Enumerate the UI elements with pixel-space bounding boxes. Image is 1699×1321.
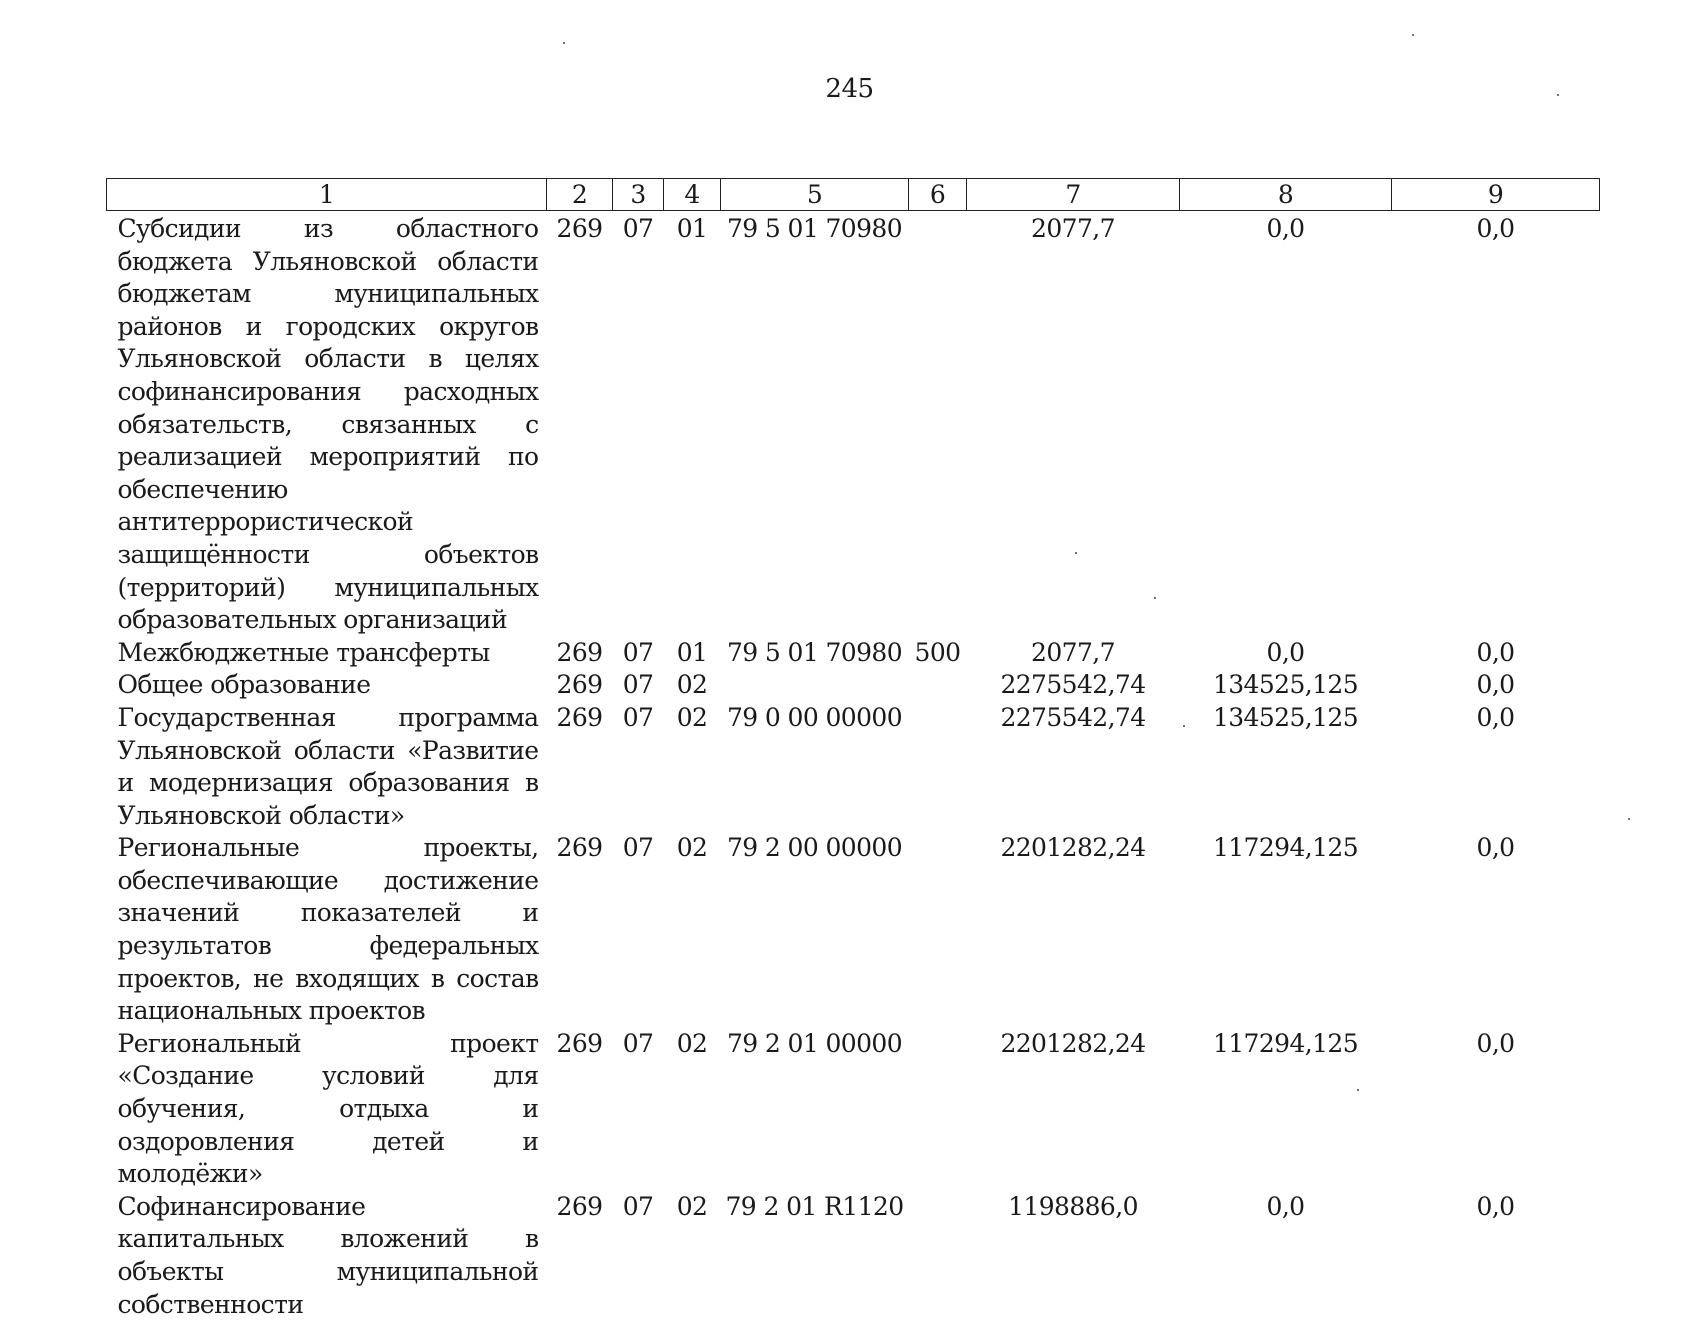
table-row <box>107 1191 1600 1321</box>
table-row <box>107 211 1600 637</box>
row-name: Региональные проекты, обеспечивающие достижение значений показателей и результатов федеральных проектов, не входящих в состав национальных проектов <box>107 832 547 1028</box>
cell-amount-year2: 0,0 <box>1180 211 1392 637</box>
cell-amount-year3: 0,0 <box>1392 1191 1600 1321</box>
cell-amount-year3: 0,0 <box>1392 211 1600 637</box>
table-row <box>107 832 1600 1028</box>
column-header-1: 1 <box>107 179 547 211</box>
budget-table <box>106 178 1600 1321</box>
cell-ministry: 269 <box>547 832 613 1028</box>
column-header-9: 9 <box>1392 179 1600 211</box>
cell-section: 07 <box>613 637 664 670</box>
page-number: 245 <box>0 74 1699 104</box>
cell-ministry: 269 <box>547 1028 613 1191</box>
cell-subsection: 02 <box>664 1028 721 1191</box>
column-header-8: 8 <box>1180 179 1392 211</box>
cell-amount-year2: 117294,125 <box>1180 832 1392 1028</box>
row-name: Региональный проект «Создание условий для обучения, отдыха и оздоровления детей и молодёжи» <box>107 1028 547 1191</box>
cell-section: 07 <box>613 669 664 702</box>
cell-amount-year3: 0,0 <box>1392 702 1600 832</box>
cell-ministry: 269 <box>547 669 613 702</box>
column-header-6: 6 <box>909 179 967 211</box>
table-row <box>107 702 1600 832</box>
cell-amount-year2: 0,0 <box>1180 1191 1392 1321</box>
cell-subsection: 01 <box>664 637 721 670</box>
cell-ministry: 269 <box>547 211 613 637</box>
cell-target-article: 79 5 01 70980 <box>721 637 909 670</box>
cell-target-article: 79 2 01 00000 <box>721 1028 909 1191</box>
cell-amount-year1: 2201282,24 <box>967 1028 1180 1191</box>
cell-expense-type <box>909 832 967 1028</box>
column-header-3: 3 <box>613 179 664 211</box>
cell-subsection: 02 <box>664 669 721 702</box>
cell-subsection: 01 <box>664 211 721 637</box>
row-name: Субсидии из областного бюджета Ульяновской области бюджетам муниципальных районов и городских округов Ульяновской области в целях софинансирования расходных обязательств, связанных с реализацией мероприятий по обеспечению антитеррористической защищённости объектов (территорий) муниципальных образовательных организаций <box>107 211 547 637</box>
cell-amount-year3: 0,0 <box>1392 832 1600 1028</box>
cell-section: 07 <box>613 702 664 832</box>
cell-expense-type <box>909 669 967 702</box>
cell-ministry: 269 <box>547 1191 613 1321</box>
cell-amount-year3: 0,0 <box>1392 669 1600 702</box>
cell-amount-year1: 2201282,24 <box>967 832 1180 1028</box>
table-body <box>107 211 1600 1321</box>
cell-subsection: 02 <box>664 1191 721 1321</box>
cell-target-article <box>721 669 909 702</box>
scan-speck <box>1557 94 1559 96</box>
cell-amount-year2: 117294,125 <box>1180 1028 1392 1191</box>
cell-target-article: 79 2 00 00000 <box>721 832 909 1028</box>
table-row <box>107 669 1600 702</box>
row-name: Общее образование <box>107 669 547 702</box>
cell-amount-year1: 2077,7 <box>967 211 1180 637</box>
cell-ministry: 269 <box>547 637 613 670</box>
cell-amount-year2: 134525,125 <box>1180 702 1392 832</box>
cell-ministry: 269 <box>547 702 613 832</box>
column-header-4: 4 <box>664 179 721 211</box>
cell-expense-type: 500 <box>909 637 967 670</box>
cell-target-article: 79 2 01 R1120 <box>721 1191 909 1321</box>
cell-amount-year1: 2275542,74 <box>967 702 1180 832</box>
cell-subsection: 02 <box>664 702 721 832</box>
scan-speck <box>1412 34 1414 36</box>
cell-target-article: 79 5 01 70980 <box>721 211 909 637</box>
cell-expense-type <box>909 1191 967 1321</box>
cell-amount-year1: 2275542,74 <box>967 669 1180 702</box>
cell-amount-year2: 134525,125 <box>1180 669 1392 702</box>
cell-subsection: 02 <box>664 832 721 1028</box>
cell-expense-type <box>909 1028 967 1191</box>
table-row <box>107 637 1600 670</box>
cell-amount-year1: 1198886,0 <box>967 1191 1180 1321</box>
table-header-row <box>107 179 1600 211</box>
column-header-7: 7 <box>967 179 1180 211</box>
column-header-5: 5 <box>721 179 909 211</box>
column-header-2: 2 <box>547 179 613 211</box>
cell-section: 07 <box>613 1191 664 1321</box>
cell-expense-type <box>909 702 967 832</box>
row-name: Софинансирование капитальных вложений в объекты муниципальной собственности <box>107 1191 547 1321</box>
cell-amount-year2: 0,0 <box>1180 637 1392 670</box>
cell-amount-year3: 0,0 <box>1392 1028 1600 1191</box>
cell-expense-type <box>909 211 967 637</box>
cell-amount-year1: 2077,7 <box>967 637 1180 670</box>
cell-target-article: 79 0 00 00000 <box>721 702 909 832</box>
row-name: Межбюджетные трансферты <box>107 637 547 670</box>
cell-amount-year3: 0,0 <box>1392 637 1600 670</box>
scan-speck <box>563 42 565 44</box>
cell-section: 07 <box>613 1028 664 1191</box>
cell-section: 07 <box>613 832 664 1028</box>
scan-speck <box>1628 818 1630 820</box>
cell-section: 07 <box>613 211 664 637</box>
table-row <box>107 1028 1600 1191</box>
row-name: Государственная программа Ульяновской области «Развитие и модернизация образования в Ульяновской области» <box>107 702 547 832</box>
